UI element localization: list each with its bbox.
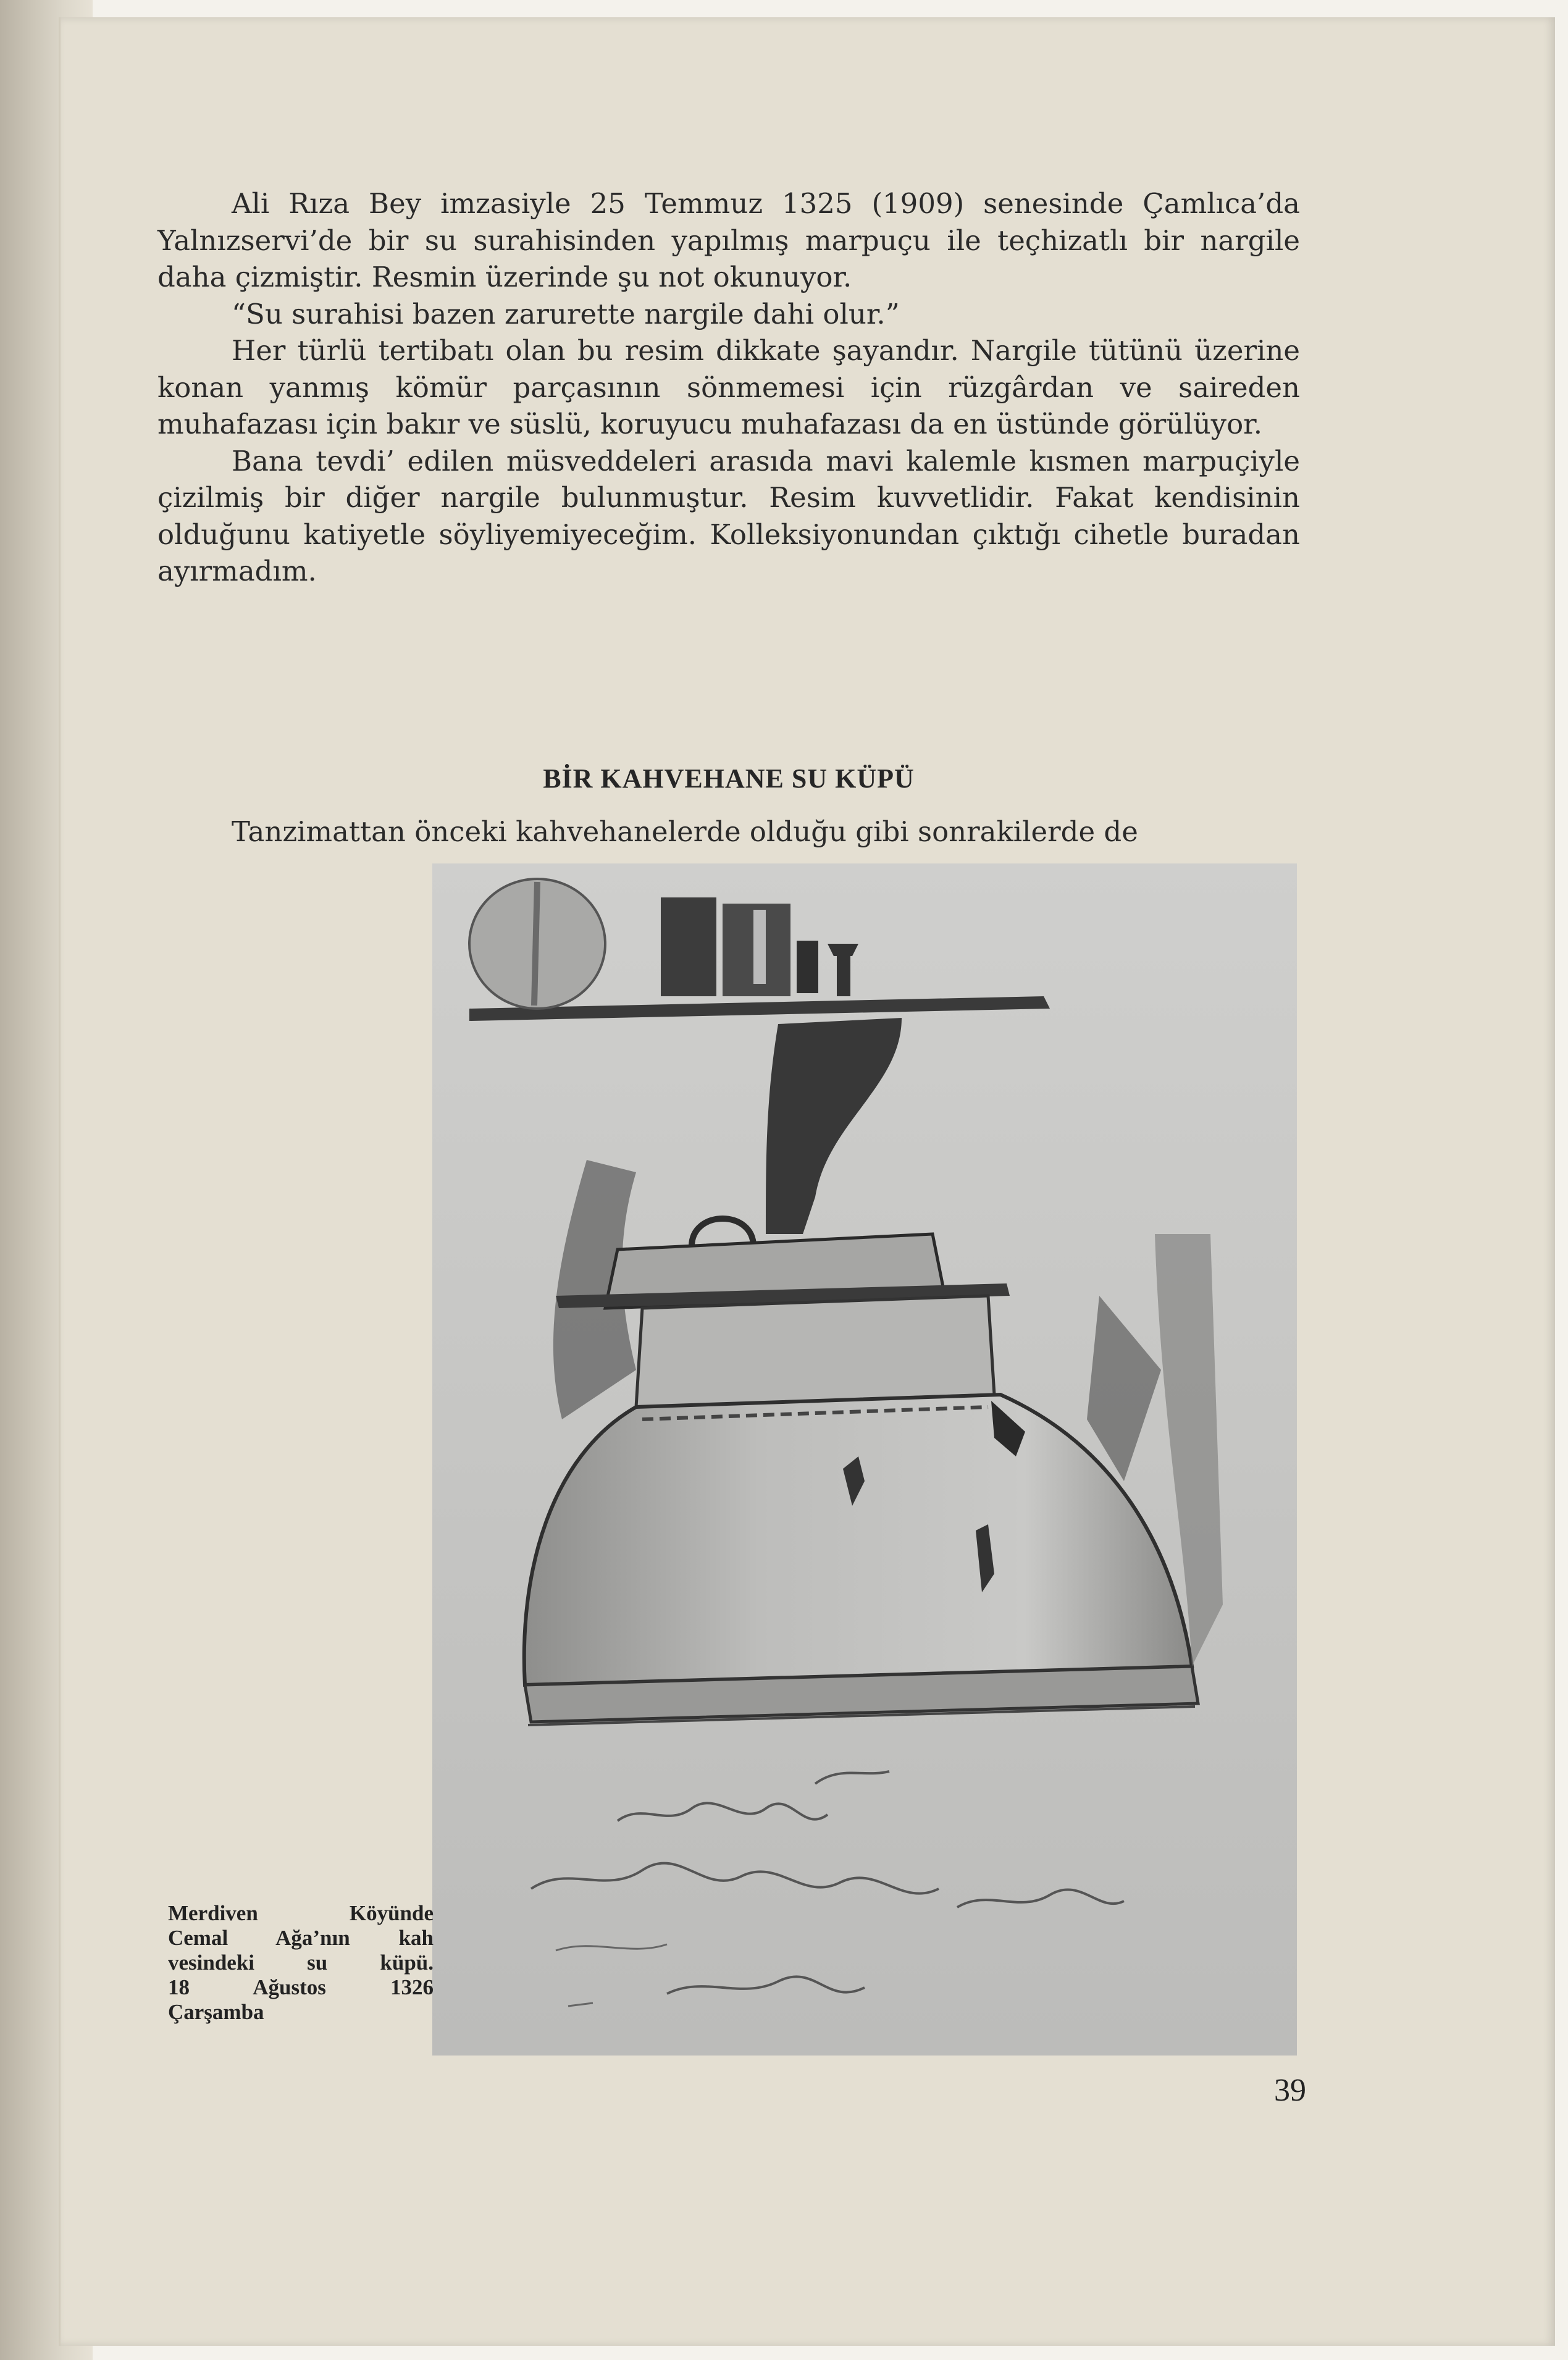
caption-line: Merdiven Köyünde: [168, 1901, 434, 1925]
body-text: [157, 185, 1300, 590]
caption-line: Cemal Ağa’nın kah: [168, 1926, 434, 1950]
section-lead-line: Tanzimattan önceki kahvehanelerde olduğu gibi sonrakilerde de: [232, 815, 1138, 848]
figure-caption: [168, 1901, 434, 2025]
paragraph-4: Bana tevdi’ edilen müsveddeleri arasıda mavi kalemle kısmen marpuçiyle çizilmiş bir diğer nargile bulunmuştur. Resim kuvvetlidir. Fakat kendisinin olduğunu katiyetle söyliyemiyeceğim. Kolleksiyonundan çıktığı cihetle buradan ayırmadım.: [157, 444, 1300, 587]
caption-line: 18 Ağustos 1326: [168, 1975, 434, 1999]
pencil-sketch-water-jar: [432, 863, 1297, 2056]
paragraph-1: Ali Rıza Bey imzasiyle 25 Temmuz 1325 (1909) senesinde Çamlıca’da Yalnızservi’de bir su surahisinden yapılmış marpuçu ile teçhizatlı bir nargile daha çizmiştir. Resmin üzerinde şu not okunuyor.: [157, 187, 1300, 293]
caption-line: Çarşamba: [168, 2000, 264, 2024]
caption-line: vesindeki su küpü.: [168, 1951, 434, 1975]
section-heading: BİR KAHVEHANE SU KÜPÜ: [543, 763, 915, 794]
paragraph-2: “Su surahisi bazen zarurette nargile dahi olur.”: [232, 297, 900, 330]
paragraph-3: Her türlü tertibatı olan bu resim dikkate şayandır. Nargile tütünü üzerine konan yanmış kömür parçasının sönmemesi için rüzgârdan ve saireden muhafazası için bakır ve süslü, koruyucu muhafazası da en üstünde görülüyor.: [157, 334, 1300, 440]
page-number: 39: [1274, 2073, 1306, 2108]
